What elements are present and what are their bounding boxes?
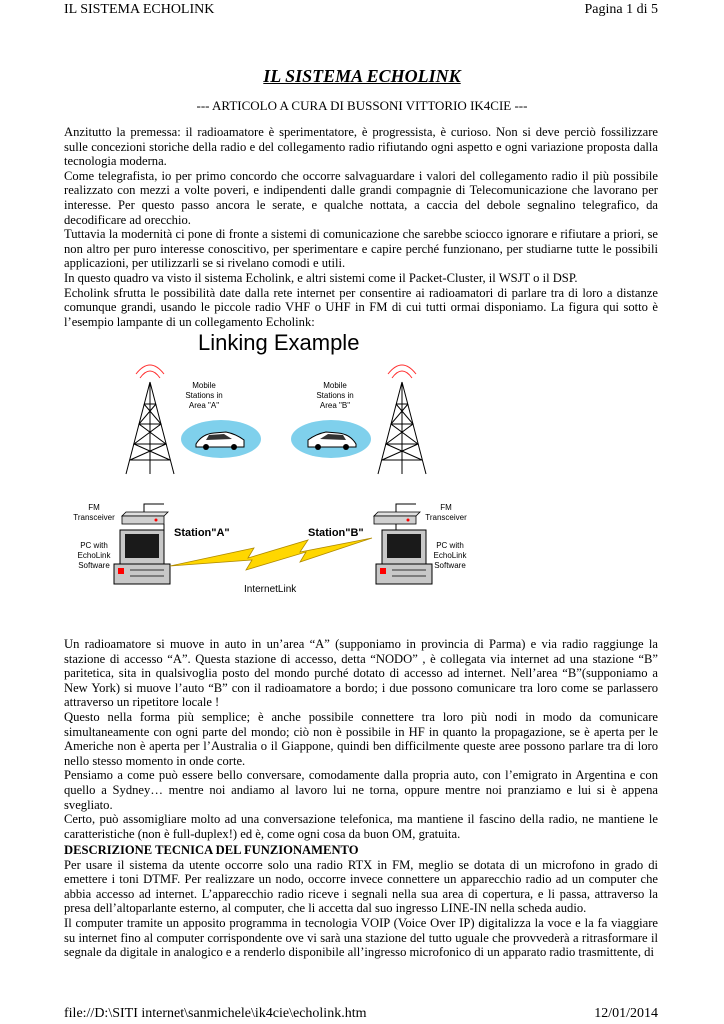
mobile-b-label: Area "B": [319, 401, 351, 410]
pc-right-label: PC with: [436, 541, 464, 550]
paragraph: Echolink sfrutta le possibilità date dalla rete internet per consentire ai radioamatori di parlare tra di loro a distanze comunque grandi, usando le piccole radio VHF o UHF in FM di cui tutti ormai disponiamo. La figura qui sotto è l’esempio lampante di un collegamento Echolink:: [64, 285, 658, 329]
fm-right-label: Transceiver: [425, 513, 467, 522]
mobile-b-label: Stations in: [316, 391, 354, 400]
paragraph: Il computer tramite un apposito programma in tecnologia VOIP (Voice Over IP) digitalizza la voce e la fa viaggiare su internet fino al computer corrispondente ove vi sarà una stazione del tutto uguale che provvederà a ritrasformare il segnale da digitale in analogico e a renderlo disponibile all’ingresso microfonico di un apparato radio trasmittente, di: [64, 915, 658, 960]
pc-left-label: PC with: [80, 541, 108, 550]
transceiver-left-icon: [122, 512, 168, 524]
fm-left-label: FM: [88, 503, 100, 512]
internet-link-bolt-icon: [170, 538, 372, 570]
computer-right-icon: [376, 530, 432, 584]
paragraph: Questo nella forma più semplice; è anche possibile connettere tra loro più nodi in modo da comunicare simultaneamente con ogni parte del mondo; ciò non è possibile in HF in quanto la propagazione, se è aperta per le Americhe non è aperta per l’Australia o il Giappone, quindi ben difficilmente queste aree possono parlare tra di loro nello stesso momento in onde corte.: [64, 709, 658, 768]
mobile-a-label: Mobile: [192, 381, 216, 390]
paragraph: Come telegrafista, io per primo concordo che occorre salvaguardare i valori del collegamento radio il più possibile realizzato con mezzi a volte poveri, e indipendenti dalle grandi compagnie di Telecomunicazione che lavorano per interesse. Per questo passo ancora le serate, e qualche nottata, a caccia del debole segnalino telegrafico, da decodificare ad orecchio.: [64, 168, 658, 227]
paragraph: Per usare il sistema da utente occorre solo una radio RTX in FM, meglio se dotata di un microfono in grado di emettere i toni DTMF. Per realizzare un nodo, occorre invece connettere un apparecchio radio ad un computer che abbia accesso ad internet. L’apparecchio radio riceve i segnali nella sua area di copertura, e li passa, attraverso la presa dell’altoparlante esterno, al computer, che li accetta dal suo ingresso LINE-IN nella scheda audio.: [64, 857, 658, 916]
page-footer: [64, 1004, 658, 1024]
paragraph: Anzitutto la premessa: il radioamatore è sperimentatore, è progressista, è curioso. Non si deve perciò fossilizzare sulle concezioni storiche della radio e del collegamento radio rifiutando ogni aspetto e ogni variazione proposta dalla tecnologia moderna.: [64, 125, 658, 169]
paragraph: Un radioamatore si muove in auto in un’area “A” (supponiamo in provincia di Parma) e via radio raggiunge la stazione di accesso “A”. Questa stazione di accesso, detta “NODO” , è collegata via internet ad una stazione “B” paritetica, sita in qualsivoglia posto del mondo purché dotato di accesso ad internet. Nell’area “B”(supponiamo a New York) si muove l’auto “B” con il radioamatore a bordo; i due possono comunicare tra loro come se parlassero attraverso un ripetitore locale !: [64, 637, 658, 710]
internet-link-label: InternetLink: [244, 584, 297, 595]
footer-date: 12/01/2014: [594, 1006, 658, 1021]
paragraph: In questo quadro va visto il sistema Echolink, e altri sistemi come il Packet-Cluster, il WSJT o il DSP.: [64, 270, 578, 285]
pc-right-label: Software: [434, 561, 466, 570]
mobile-a-label: Area "A": [188, 401, 220, 410]
page-number: Pagina 1 di 5: [584, 2, 658, 17]
technical-section: [64, 843, 658, 960]
footer-file-path: file://D:\SITI internet\sanmichele\ik4cie\echolink.htm: [64, 1006, 367, 1021]
paragraph: Pensiamo a come può essere bello conversare, comodamente dalla propria auto, con l’emigrato in Argentina e con quello a Sydney… mentre noi andiamo al lavoro lui ne torna, oppure mentre noi pranziamo e lui si è appena svegliato.: [64, 768, 658, 812]
pc-left-label: EchoLink: [77, 551, 111, 560]
tower-left-icon: [126, 365, 174, 474]
section-heading: DESCRIZIONE TECNICA DEL FUNZIONAMENTO: [64, 843, 359, 857]
body-text: [64, 637, 658, 841]
article-byline: --- ARTICOLO A CURA DI BUSSONI VITTORIO IK4CIE ---: [196, 98, 528, 113]
fm-left-label: Transceiver: [73, 513, 115, 522]
fm-right-label: FM: [440, 503, 452, 512]
mobile-a-label: Stations in: [185, 391, 223, 400]
intro-text: [64, 125, 658, 329]
linking-example-figure: [64, 326, 504, 626]
pc-left-label: Software: [78, 561, 110, 570]
page-header: [64, 0, 658, 20]
computer-left-icon: [114, 530, 170, 584]
figure-title: Linking Example: [198, 330, 360, 355]
mobile-b-label: Mobile: [323, 381, 347, 390]
station-a-label: Station"A": [174, 527, 230, 539]
station-b-label: Station"B": [308, 527, 364, 539]
paragraph: Tuttavia la modernità ci pone di fronte a sistemi di comunicazione che sarebbe sciocco ignorare e rifiutare a priori, se non altro per puro interesse conoscitivo, per sperimentare e capire perché funzionano, per studiarne tutte le possibili applicazioni, per utilizzarli se si rivelano comodi e utili.: [64, 227, 658, 271]
transceiver-right-icon: [374, 512, 420, 524]
pc-right-label: EchoLink: [433, 551, 467, 560]
paragraph: Certo, può assomigliare molto ad una conversazione telefonica, ma mantiene il fascino della radio, ne mantiene le caratteristiche (non è full-duplex!) ed è, come ogni cosa da buon OM, gratuita.: [64, 812, 658, 841]
tower-right-icon: [378, 365, 426, 474]
article-title: IL SISTEMA ECHOLINK: [263, 66, 461, 86]
header-title: IL SISTEMA ECHOLINK: [64, 2, 215, 17]
